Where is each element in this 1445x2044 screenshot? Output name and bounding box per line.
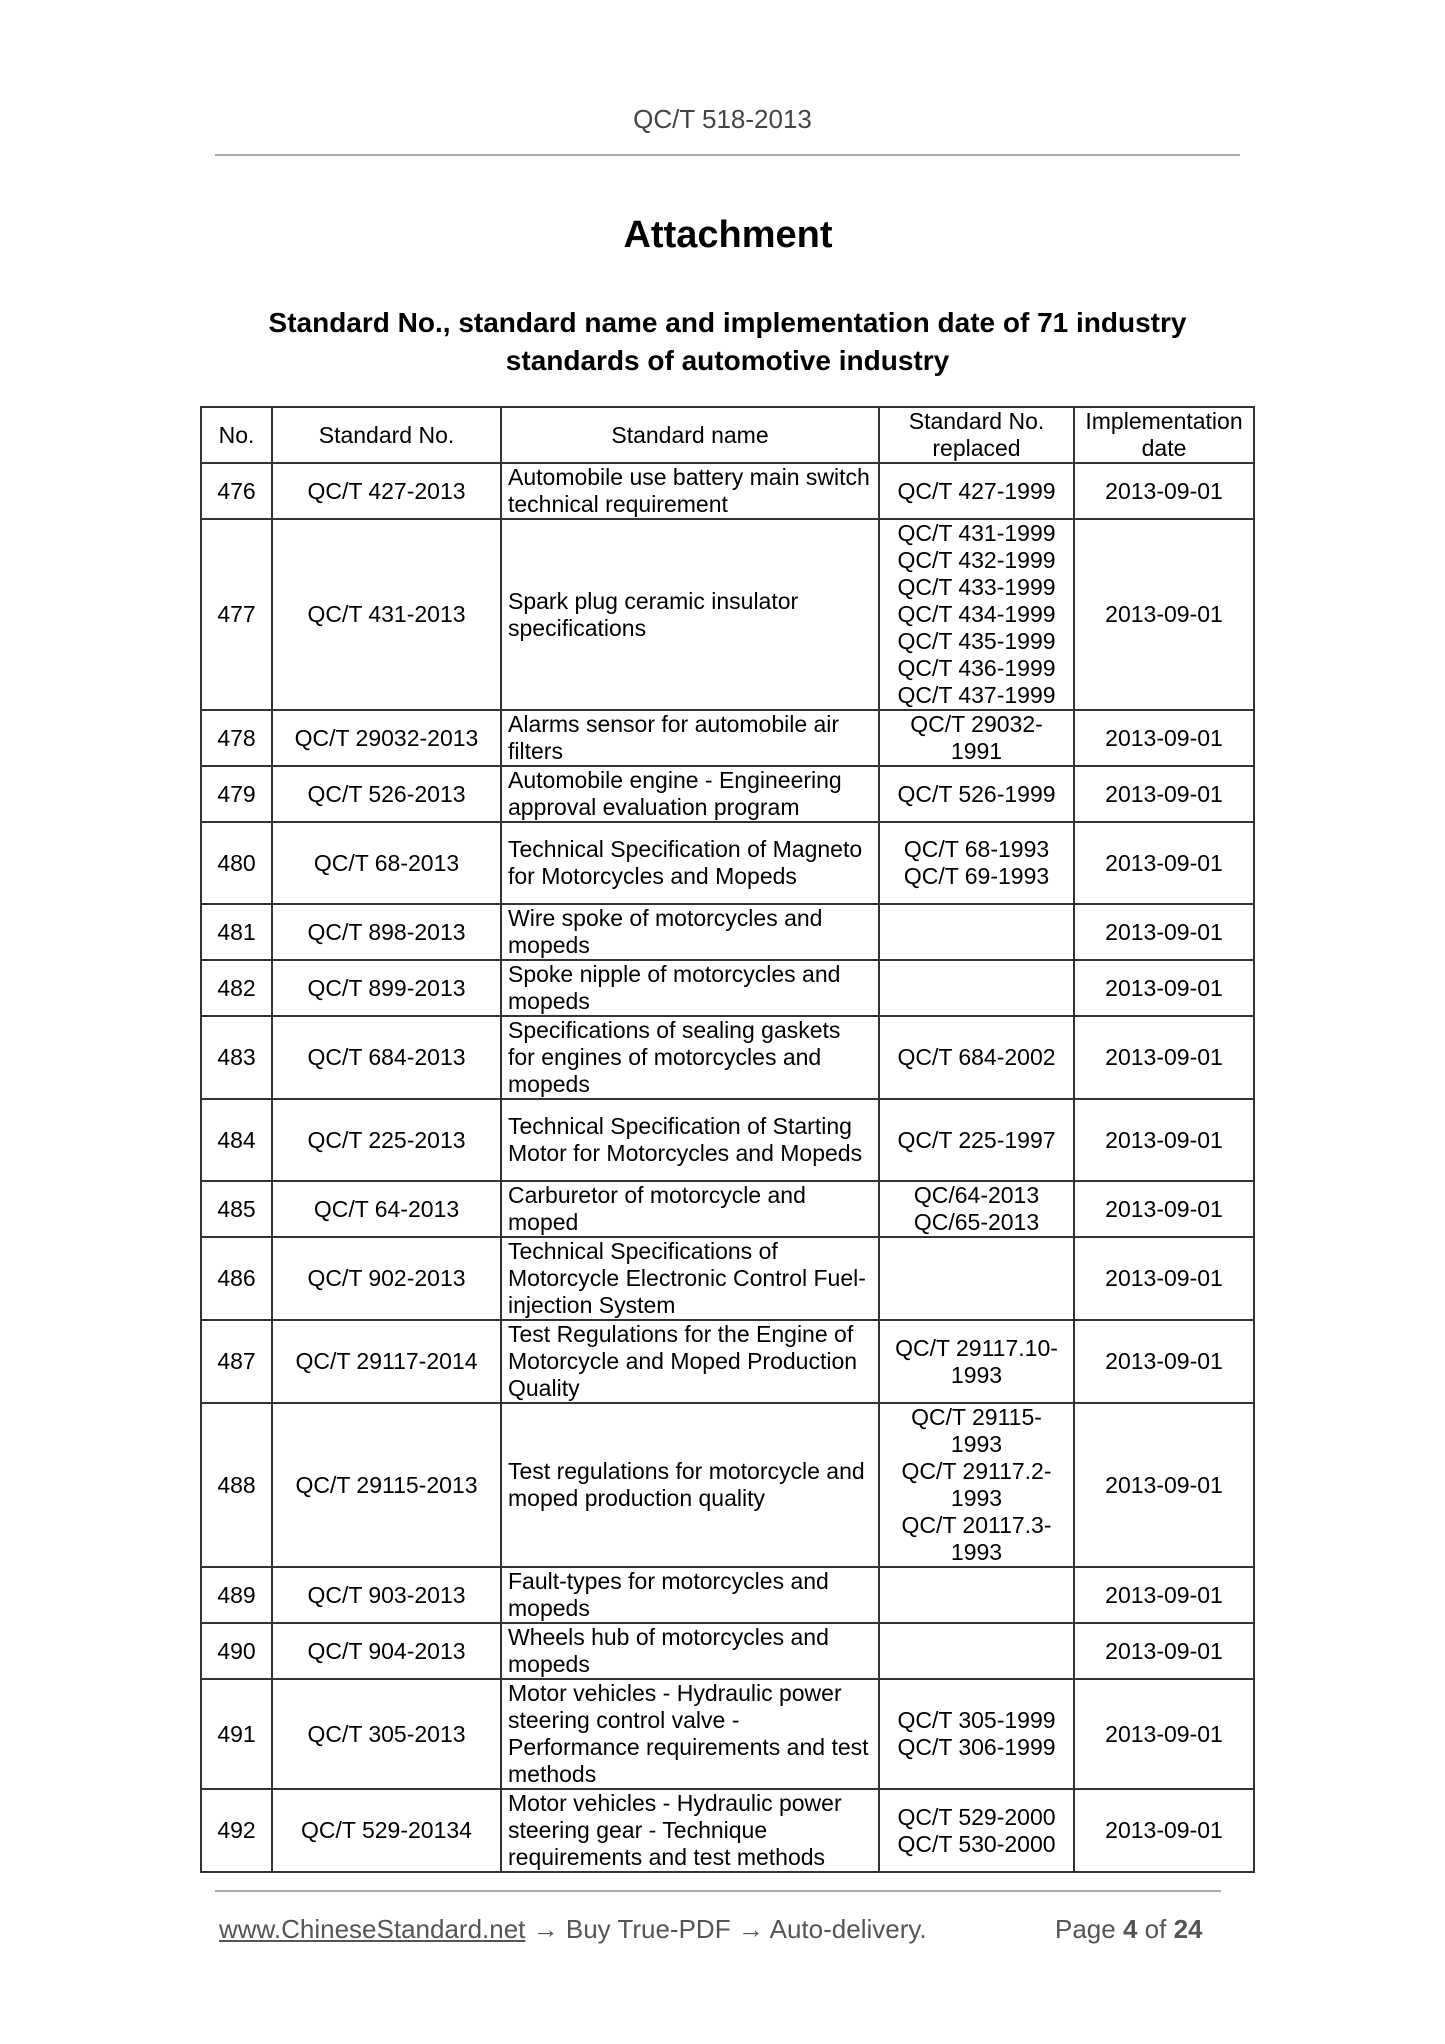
replaced-standards: [879, 1016, 1074, 1099]
table-row: [201, 1403, 1254, 1567]
row-number: 492: [201, 1789, 272, 1872]
standard-name: Automobile engine - Engineering approval evaluation program: [501, 766, 879, 822]
table-row: [201, 1181, 1254, 1237]
table-row: [201, 766, 1254, 822]
standard-number: QC/T 529-20134: [272, 1789, 501, 1872]
implementation-date: 2013-09-01: [1074, 960, 1254, 1016]
row-number: 490: [201, 1623, 272, 1679]
standard-number: QC/T 427-2013: [272, 463, 501, 519]
replaced-standard: QC/T 29032-: [910, 711, 1043, 737]
implementation-date: 2013-09-01: [1074, 1016, 1254, 1099]
col-header-standard-no: Standard No.: [272, 407, 501, 463]
replaced-standard: QC/65-2013: [913, 1209, 1040, 1235]
replaced-standard: QC/T 306-1999: [897, 1734, 1056, 1760]
replaced-standards: [879, 960, 1074, 1016]
replaced-standard: QC/T 437-1999: [897, 682, 1056, 708]
standards-table: [200, 406, 1255, 1873]
standard-number: QC/T 305-2013: [272, 1679, 501, 1789]
row-number: 476: [201, 463, 272, 519]
footer-divider: [215, 1890, 1221, 1892]
standard-name: Wire spoke of motorcycles and mopeds: [501, 904, 879, 960]
page-label: Page: [1055, 1914, 1116, 1944]
table-row: [201, 1789, 1254, 1872]
table-body: [201, 463, 1254, 1872]
standard-number: QC/T 903-2013: [272, 1567, 501, 1623]
replaced-standards: [879, 822, 1074, 904]
replaced-standard: QC/T 433-1999: [897, 574, 1056, 600]
implementation-date: 2013-09-01: [1074, 1567, 1254, 1623]
row-number: 481: [201, 904, 272, 960]
implementation-date: 2013-09-01: [1074, 1181, 1254, 1237]
row-number: 489: [201, 1567, 272, 1623]
col-header-replaced: Standard No. replaced: [879, 407, 1074, 463]
implementation-date: 2013-09-01: [1074, 1623, 1254, 1679]
table-row: [201, 822, 1254, 904]
table-row: [201, 1016, 1254, 1099]
standard-name: Motor vehicles - Hydraulic power steering gear - Technique requirements and test methods: [501, 1789, 879, 1872]
replaced-standard: 1991: [950, 738, 1003, 764]
replaced-standard: QC/T 427-1999: [897, 477, 1056, 504]
replaced-standards: [879, 1320, 1074, 1403]
standard-name: Test regulations for motorcycle and moped production quality: [501, 1403, 879, 1567]
row-number: 484: [201, 1099, 272, 1181]
table-header-row: [201, 407, 1254, 463]
implementation-date: 2013-09-01: [1074, 1403, 1254, 1567]
standard-number: QC/T 431-2013: [272, 519, 501, 710]
buy-pdf-text: Buy True-PDF: [565, 1914, 731, 1944]
table-row: [201, 1320, 1254, 1403]
replaced-standard: QC/T 29117.2-: [901, 1458, 1052, 1484]
replaced-standard: QC/T 29115-: [911, 1404, 1042, 1430]
standard-number: QC/T 64-2013: [272, 1181, 501, 1237]
replaced-standard: QC/T 530-2000: [897, 1830, 1056, 1857]
implementation-date: 2013-09-01: [1074, 1099, 1254, 1181]
replaced-standards: [879, 766, 1074, 822]
replaced-standard: 1993: [950, 1485, 1003, 1511]
implementation-date: 2013-09-01: [1074, 1679, 1254, 1789]
replaced-standards: [879, 904, 1074, 960]
standard-number: QC/T 29115-2013: [272, 1403, 501, 1567]
page-current: 4: [1122, 1914, 1138, 1944]
standard-name: Wheels hub of motorcycles and mopeds: [501, 1623, 879, 1679]
replaced-standard: QC/T 434-1999: [897, 601, 1056, 627]
table-row: [201, 519, 1254, 710]
page-title: Attachment: [623, 214, 833, 256]
table-row: [201, 710, 1254, 766]
page-indicator: [1055, 1914, 1203, 1945]
replaced-standard: QC/T 526-1999: [897, 780, 1056, 807]
replaced-standards: [879, 1567, 1074, 1623]
standard-name: Spoke nipple of motorcycles and mopeds: [501, 960, 879, 1016]
standard-name: Alarms sensor for automobile air filters: [501, 710, 879, 766]
replaced-standard: QC/T 305-1999: [897, 1707, 1056, 1733]
header-divider: [215, 154, 1240, 156]
arrow-icon: →: [737, 1914, 764, 1944]
row-number: 487: [201, 1320, 272, 1403]
standard-number: QC/T 526-2013: [272, 766, 501, 822]
replaced-standard: 1993: [950, 1361, 1003, 1388]
replaced-standard: QC/T 225-1997: [897, 1126, 1056, 1153]
col-header-standard-name: Standard name: [501, 407, 879, 463]
col-header-date: Implementation date: [1074, 407, 1254, 463]
row-number: 477: [201, 519, 272, 710]
replaced-standard: QC/T 68-1993: [903, 836, 1050, 862]
replaced-standard: 1993: [950, 1431, 1003, 1457]
row-number: 491: [201, 1679, 272, 1789]
replaced-standards: [879, 1099, 1074, 1181]
replaced-standard: QC/T 436-1999: [897, 655, 1056, 681]
standard-number: QC/T 902-2013: [272, 1237, 501, 1320]
implementation-date: 2013-09-01: [1074, 822, 1254, 904]
replaced-standard: QC/T 69-1993: [903, 863, 1050, 889]
implementation-date: 2013-09-01: [1074, 519, 1254, 710]
row-number: 479: [201, 766, 272, 822]
standard-name: Carburetor of motorcycle and moped: [501, 1181, 879, 1237]
replaced-standard: QC/T 431-1999: [897, 520, 1056, 546]
standard-name: Fault-types for motorcycles and mopeds: [501, 1567, 879, 1623]
implementation-date: 2013-09-01: [1074, 766, 1254, 822]
standard-name: Technical Specification of Starting Motor for Motorcycles and Mopeds: [501, 1099, 879, 1181]
standard-name: Test Regulations for the Engine of Motorcycle and Moped Production Quality: [501, 1320, 879, 1403]
replaced-standards: [879, 463, 1074, 519]
standard-number: QC/T 898-2013: [272, 904, 501, 960]
replaced-standards: [879, 1789, 1074, 1872]
row-number: 482: [201, 960, 272, 1016]
replaced-standards: [879, 519, 1074, 710]
footer-links: [219, 1914, 927, 1945]
replaced-standard: QC/64-2013: [913, 1182, 1040, 1208]
standard-number: QC/T 904-2013: [272, 1623, 501, 1679]
implementation-date: 2013-09-01: [1074, 1237, 1254, 1320]
implementation-date: 2013-09-01: [1074, 1320, 1254, 1403]
replaced-standards: [879, 1237, 1074, 1320]
standard-number: QC/T 684-2013: [272, 1016, 501, 1099]
col-header-no: No.: [201, 407, 272, 463]
standard-number: QC/T 68-2013: [272, 822, 501, 904]
standard-name: Specifications of sealing gaskets for engines of motorcycles and mopeds: [501, 1016, 879, 1099]
implementation-date: 2013-09-01: [1074, 904, 1254, 960]
replaced-standard: QC/T 435-1999: [897, 628, 1056, 654]
standard-number: QC/T 29117-2014: [272, 1320, 501, 1403]
replaced-standards: [879, 710, 1074, 766]
page-total: 24: [1173, 1914, 1203, 1944]
table-row: [201, 1099, 1254, 1181]
row-number: 478: [201, 710, 272, 766]
standard-name: Spark plug ceramic insulator specifications: [501, 519, 879, 710]
replaced-standard: QC/T 684-2002: [897, 1044, 1056, 1070]
row-number: 483: [201, 1016, 272, 1099]
table-row: [201, 1237, 1254, 1320]
table-row: [201, 1623, 1254, 1679]
replaced-standard: 1993: [950, 1539, 1003, 1565]
replaced-standards: [879, 1181, 1074, 1237]
replaced-standards: [879, 1403, 1074, 1567]
table-caption: Standard No., standard name and implementation date of 71 industry standards of automotive industry: [268, 307, 1187, 376]
implementation-date: 2013-09-01: [1074, 710, 1254, 766]
standard-name: Technical Specification of Magneto for Motorcycles and Mopeds: [501, 822, 879, 904]
replaced-standard: QC/T 20117.3-: [901, 1512, 1052, 1538]
replaced-standard: QC/T 29117.10-: [895, 1334, 1058, 1361]
replaced-standard: QC/T 432-1999: [897, 547, 1056, 573]
running-header: QC/T 518-2013: [633, 104, 812, 134]
table-row: [201, 463, 1254, 519]
standard-name: Automobile use battery main switch technical requirement: [501, 463, 879, 519]
replaced-standards: [879, 1623, 1074, 1679]
standard-name: Technical Specifications of Motorcycle Electronic Control Fuel-injection System: [501, 1237, 879, 1320]
standard-number: QC/T 899-2013: [272, 960, 501, 1016]
replaced-standard: QC/T 529-2000: [897, 1803, 1056, 1830]
table-row: [201, 1679, 1254, 1789]
page-of: of: [1144, 1914, 1167, 1944]
arrow-icon: →: [532, 1914, 559, 1944]
table-row: [201, 960, 1254, 1016]
auto-delivery-text: Auto-delivery.: [769, 1914, 927, 1944]
row-number: 485: [201, 1181, 272, 1237]
row-number: 486: [201, 1237, 272, 1320]
website-link[interactable]: www.ChineseStandard.net: [219, 1914, 526, 1944]
table-row: [201, 1567, 1254, 1623]
standard-name: Motor vehicles - Hydraulic power steering control valve - Performance requirements and test methods: [501, 1679, 879, 1789]
row-number: 480: [201, 822, 272, 904]
table-row: [201, 904, 1254, 960]
replaced-standards: [879, 1679, 1074, 1789]
implementation-date: 2013-09-01: [1074, 1789, 1254, 1872]
row-number: 488: [201, 1403, 272, 1567]
implementation-date: 2013-09-01: [1074, 463, 1254, 519]
standard-number: QC/T 225-2013: [272, 1099, 501, 1181]
standard-number: QC/T 29032-2013: [272, 710, 501, 766]
